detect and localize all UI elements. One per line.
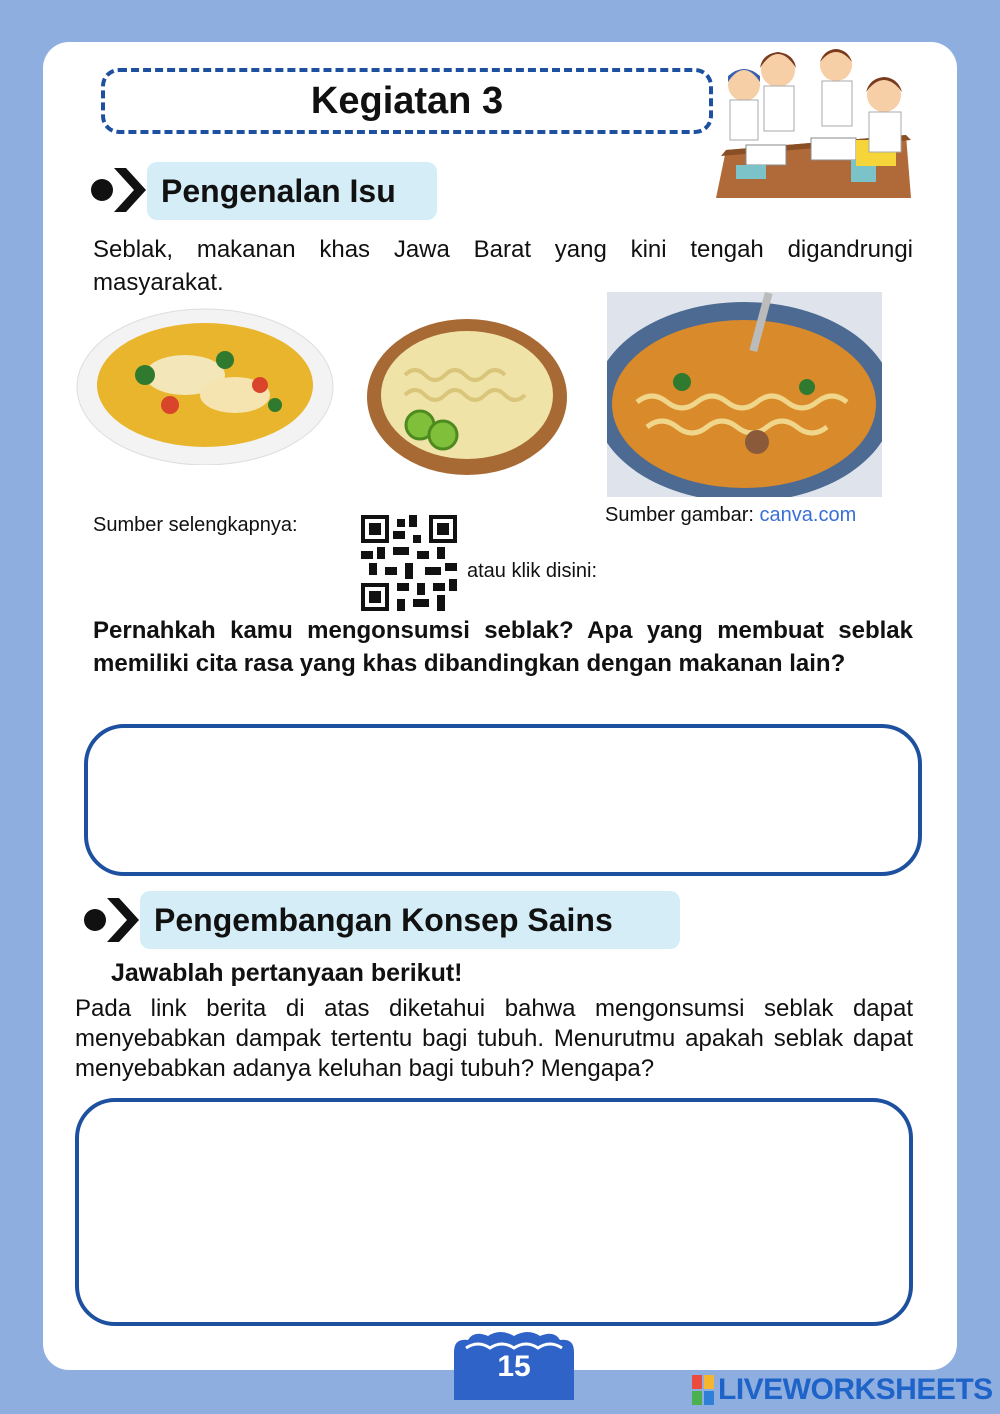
click-here-link[interactable]: atau klik disini: — [467, 560, 598, 582]
section-heading-pengenalan-isu: Pengenalan Isu — [147, 162, 437, 220]
page-number-badge — [444, 1330, 584, 1400]
answer-box-1[interactable] — [84, 724, 922, 876]
section-heading-pengembangan-konsep: Pengembangan Konsep Sains — [140, 891, 680, 949]
activity-title-box — [101, 68, 713, 134]
answer-box-2[interactable] — [75, 1098, 913, 1326]
canva-link[interactable]: canva.com — [759, 504, 857, 526]
page-number: 15 — [497, 1350, 531, 1383]
liveworksheets-logo-icon — [692, 1375, 714, 1405]
question-1: Pernahkah kamu mengonsumsi seblak? Apa yang membuat seblak memiliki cita rasa yang khas dibandingkan dengan makanan lain? — [93, 617, 913, 677]
bullet-arrow-icon — [90, 160, 150, 220]
question-2: Pada link berita di atas diketahui bahwa mengonsumsi seblak dapat menyebabkan dampak tertentu bagi tubuh. Menurutmu apakah seblak dapat menyebabkan adanya keluhan bagi tubuh? Mengapa? — [75, 995, 913, 1082]
liveworksheets-watermark — [692, 1372, 993, 1408]
seblak-bowl-image-2 — [607, 292, 882, 497]
seblak-bowl-image-1 — [75, 305, 335, 465]
qr-code-icon[interactable] — [361, 515, 457, 611]
activity-title: Kegiatan 3 — [310, 79, 504, 122]
watermark-text: LIVEWORKSHEETS — [718, 1373, 993, 1406]
seblak-dry-plate-image — [365, 315, 570, 475]
instruction-text: Jawablah pertanyaan berikut! — [111, 959, 463, 987]
intro-paragraph: Seblak, makanan khas Jawa Barat yang kini tengah digandrungi masyarakat. — [93, 236, 913, 296]
image-source-credit — [605, 504, 856, 527]
bullet-arrow-icon — [83, 890, 143, 950]
students-studying-illustration — [716, 40, 916, 200]
source-more-label: Sumber selengkapnya: — [93, 514, 298, 536]
image-source-label: Sumber gambar: — [605, 504, 754, 526]
